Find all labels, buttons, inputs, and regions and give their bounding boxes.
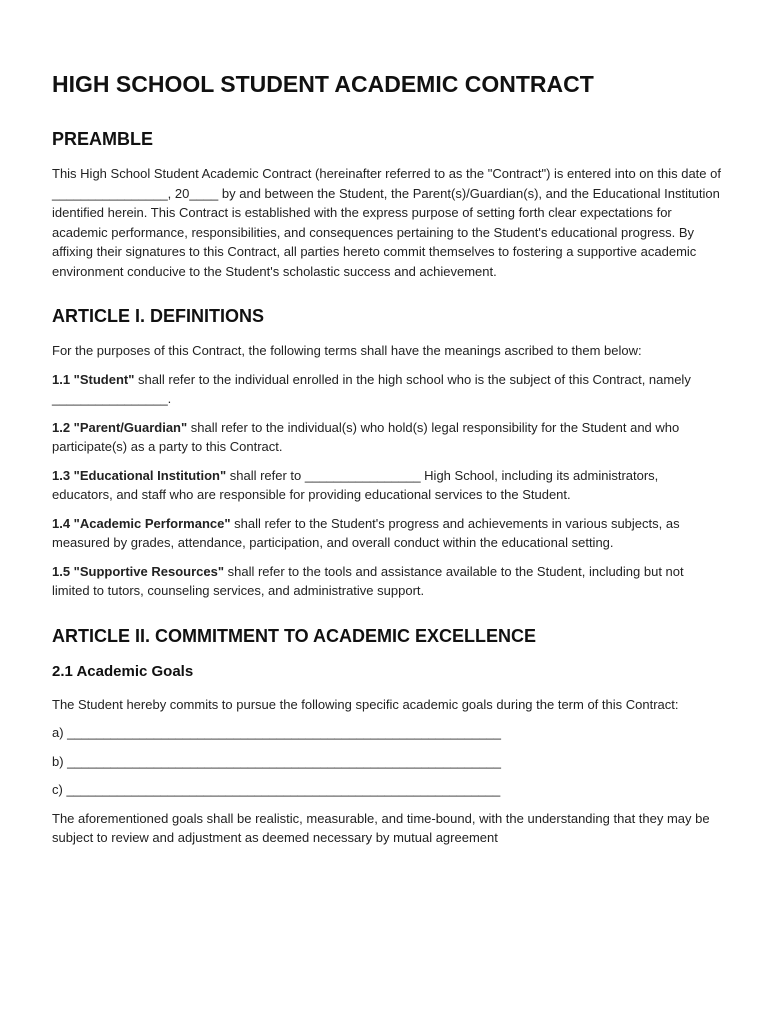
definition-term: 1.3 "Educational Institution" [52,467,227,483]
definition-1-2 [52,418,722,457]
article-1-section [52,303,722,601]
definition-1-1 [52,370,722,409]
goal-line-b: b) ____________________________________________________________ [52,753,501,769]
goal-line-c: c) ____________________________________________________________ [52,782,501,797]
definition-text: shall refer to the individual(s) who hold(s) legal responsibility for the Student and who participate(s) as a party to this Contract. [52,419,680,454]
definition-1-3 [52,466,722,505]
academic-goals-closing: The aforementioned goals shall be realistic, measurable, and time-bound, with the understanding that they may be subject to review and adjustment as deemed necessary by mutual agreement [52,810,710,845]
preamble-text: This High School Student Academic Contract (hereinafter referred to as the "Contract") is entered into on this date of ________________, 20____ by and between the Student, the Parent(s)/Guardian(s), and the Educational Institution identified herein. This Contract is established with the express purpose of setting forth clear expectations for academic performance, responsibilities, and consequences pertaining to the Student's educational progress. By affixing their signatures to this Contract, all parties hereto commit themselves to fostering a supportive academic environment conducive to the Student's scholastic success and achievement. [52,166,721,279]
definition-term: 1.1 "Student" [52,371,135,387]
definition-1-4 [52,514,722,553]
definition-text: shall refer to the tools and assistance available to the Student, including but not limited to tutors, counseling services, and administrative support. [52,563,684,598]
article-1-intro: For the purposes of this Contract, the following terms shall have the meanings ascribed to them below: [52,343,642,358]
definition-term: 1.5 "Supportive Resources" [52,563,224,579]
academic-goals-intro: The Student hereby commits to pursue the following specific academic goals during the term of this Contract: [52,696,679,712]
document-title: HIGH SCHOOL STUDENT ACADEMIC CONTRACT [52,71,594,97]
definition-text: shall refer to the individual enrolled in the high school who is the subject of this Contract, namely ________________. [52,371,691,406]
document-page [52,66,722,857]
preamble-section [52,126,722,281]
definition-term: 1.4 "Academic Performance" [52,515,231,531]
goal-line-a: a) ____________________________________________________________ [52,725,501,740]
definition-text: shall refer to the Student's progress and achievements in various subjects, as measured by grades, attendance, participation, and overall conduct within the educational setting. [52,515,680,550]
article-2-heading: ARTICLE II. COMMITMENT TO ACADEMIC EXCELLENCE [52,625,536,646]
article-1-heading: ARTICLE I. DEFINITIONS [52,306,265,326]
preamble-heading: PREAMBLE [52,129,154,149]
article-2-section [52,623,722,848]
definition-1-5 [52,562,722,601]
definition-text: shall refer to ________________ High School, including its administrators, educators, and staff who are responsible for providing educational services to the Student. [52,467,659,502]
academic-goals-heading: 2.1 Academic Goals [52,662,194,680]
definition-term: 1.2 "Parent/Guardian" [52,419,188,435]
